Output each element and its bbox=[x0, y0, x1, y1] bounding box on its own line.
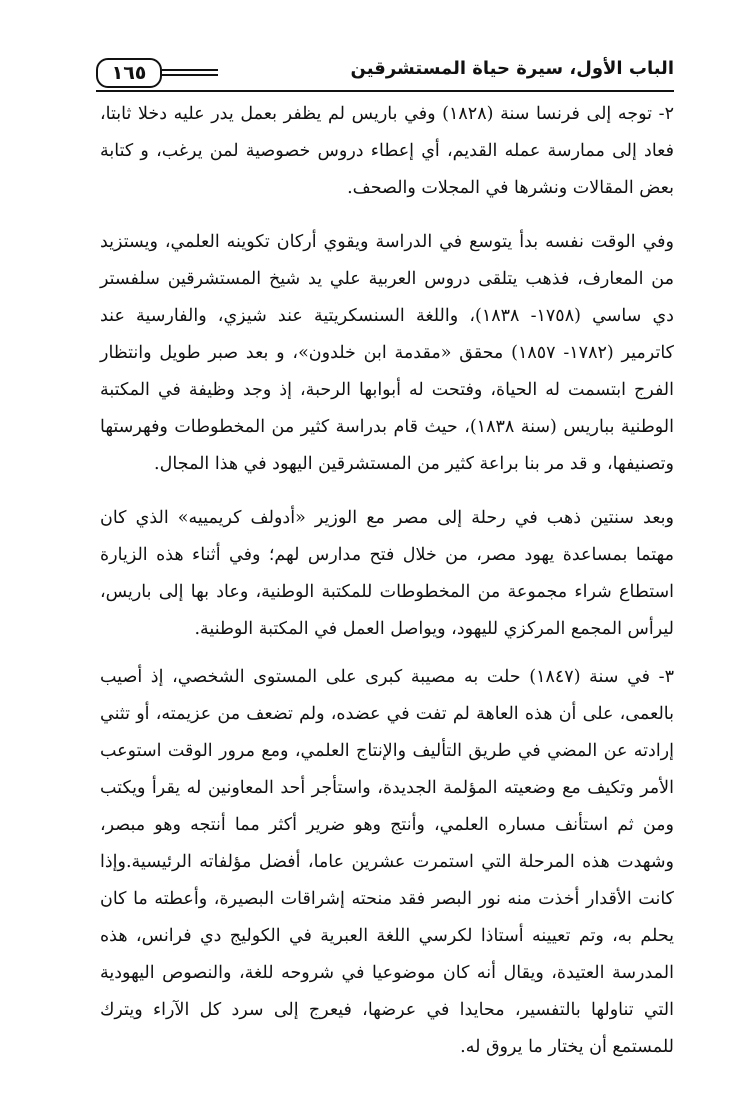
paragraph-4: ٣- في سنة (١٨٤٧) حلت به مصيبة كبرى على المستوى الشخصي، إذ أصيب بالعمى، على أن هذه العاهة لم تفت في عضده، ولم تضعف من عزيمته، أو تثني إرادته عن المضي في طريق التأليف والإنتاج العلمي، ومع مرور الوقت استوعب الأمر وتكيف مع وضعيته المؤلمة الجديدة، واستأجر أحد المعاونين له يقرأ ويكتب ومن ثم استأنف مساره العلمي، وأنتج وهو ضرير أكثر مما أنتجه وهو مبصر، وشهدت هذه المرحلة التي استمرت عشرين عاما، أفضل مؤلفاته الرئيسية.وإذا كانت الأقدار أخذت منه نور البصر فقد منحته إشراقات البصيرة، وأعطته ما كان يحلم به، وتم تعيينه أستاذا لكرسي اللغة العبرية في الكوليج دي فرانس، هذه المدرسة العتيدة، ويقال أنه كان موضوعيا في شروحه للغة، والنصوص اليهودية التي تناولها بالتفسير، محايدا في عرضها، فيعرج إلى سرد كل الآراء ويترك للمستمع أن يختار ما يروق له. bbox=[100, 667, 674, 1057]
page-number: ١٦٥ bbox=[96, 58, 162, 88]
paragraph-3: وبعد سنتين ذهب في رحلة إلى مصر مع الوزير «أدولف كريمييه» الذي كان مهتما بمساعدة يهود مصر، من خلال فتح مدارس لهم؛ وفي أثناء هذه الزيارة استطاع شراء مجموعة من المخطوطات للمكتبة الوطنية، وعاد بها إلى باريس، ليرأس المجمع المركزي لليهود، ويواصل العمل في المكتبة الوطنية. bbox=[100, 508, 674, 639]
header-divider bbox=[96, 90, 674, 92]
chapter-title: الباب الأول، سيرة حياة المستشرقين bbox=[350, 58, 674, 79]
page-body bbox=[100, 96, 674, 1083]
paragraph-1: ٢- توجه إلى فرنسا سنة (١٨٢٨) وفي باريس لم يظفر بعمل يدر عليه دخلا ثابتا، فعاد إلى ممارسة عمله القديم، أي إعطاء دروس خصوصية لمن يرغب، و كتابة بعض المقالات ونشرها في المجلات والصحف. bbox=[100, 104, 674, 198]
page-header bbox=[96, 48, 674, 92]
header-decoration-lines bbox=[162, 69, 218, 79]
paragraph-2: وفي الوقت نفسه بدأ يتوسع في الدراسة ويقوي أركان تكوينه العلمي، ويستزيد من المعارف، فذهب يتلقى دروس العربية علي يد شيخ المستشرقين سلفستر دي ساسي (١٧٥٨- ١٨٣٨)، واللغة السنسكريتية عند شيزي، والفارسية عند كاترمير (١٧٨٢- ١٨٥٧) محقق «مقدمة ابن خلدون»، و بعد صبر طويل وانتظار الفرج ابتسمت له الحياة، وفتحت له أبوابها الرحبة، إذ وجد وظيفة في المكتبة الوطنية بباريس (سنة ١٨٣٨)، حيث قام بدراسة كثير من المخطوطات وفهرستها وتصنيفها، و قد مر بنا براعة كثير من المستشرقين اليهود في هذا المجال. bbox=[100, 232, 674, 474]
